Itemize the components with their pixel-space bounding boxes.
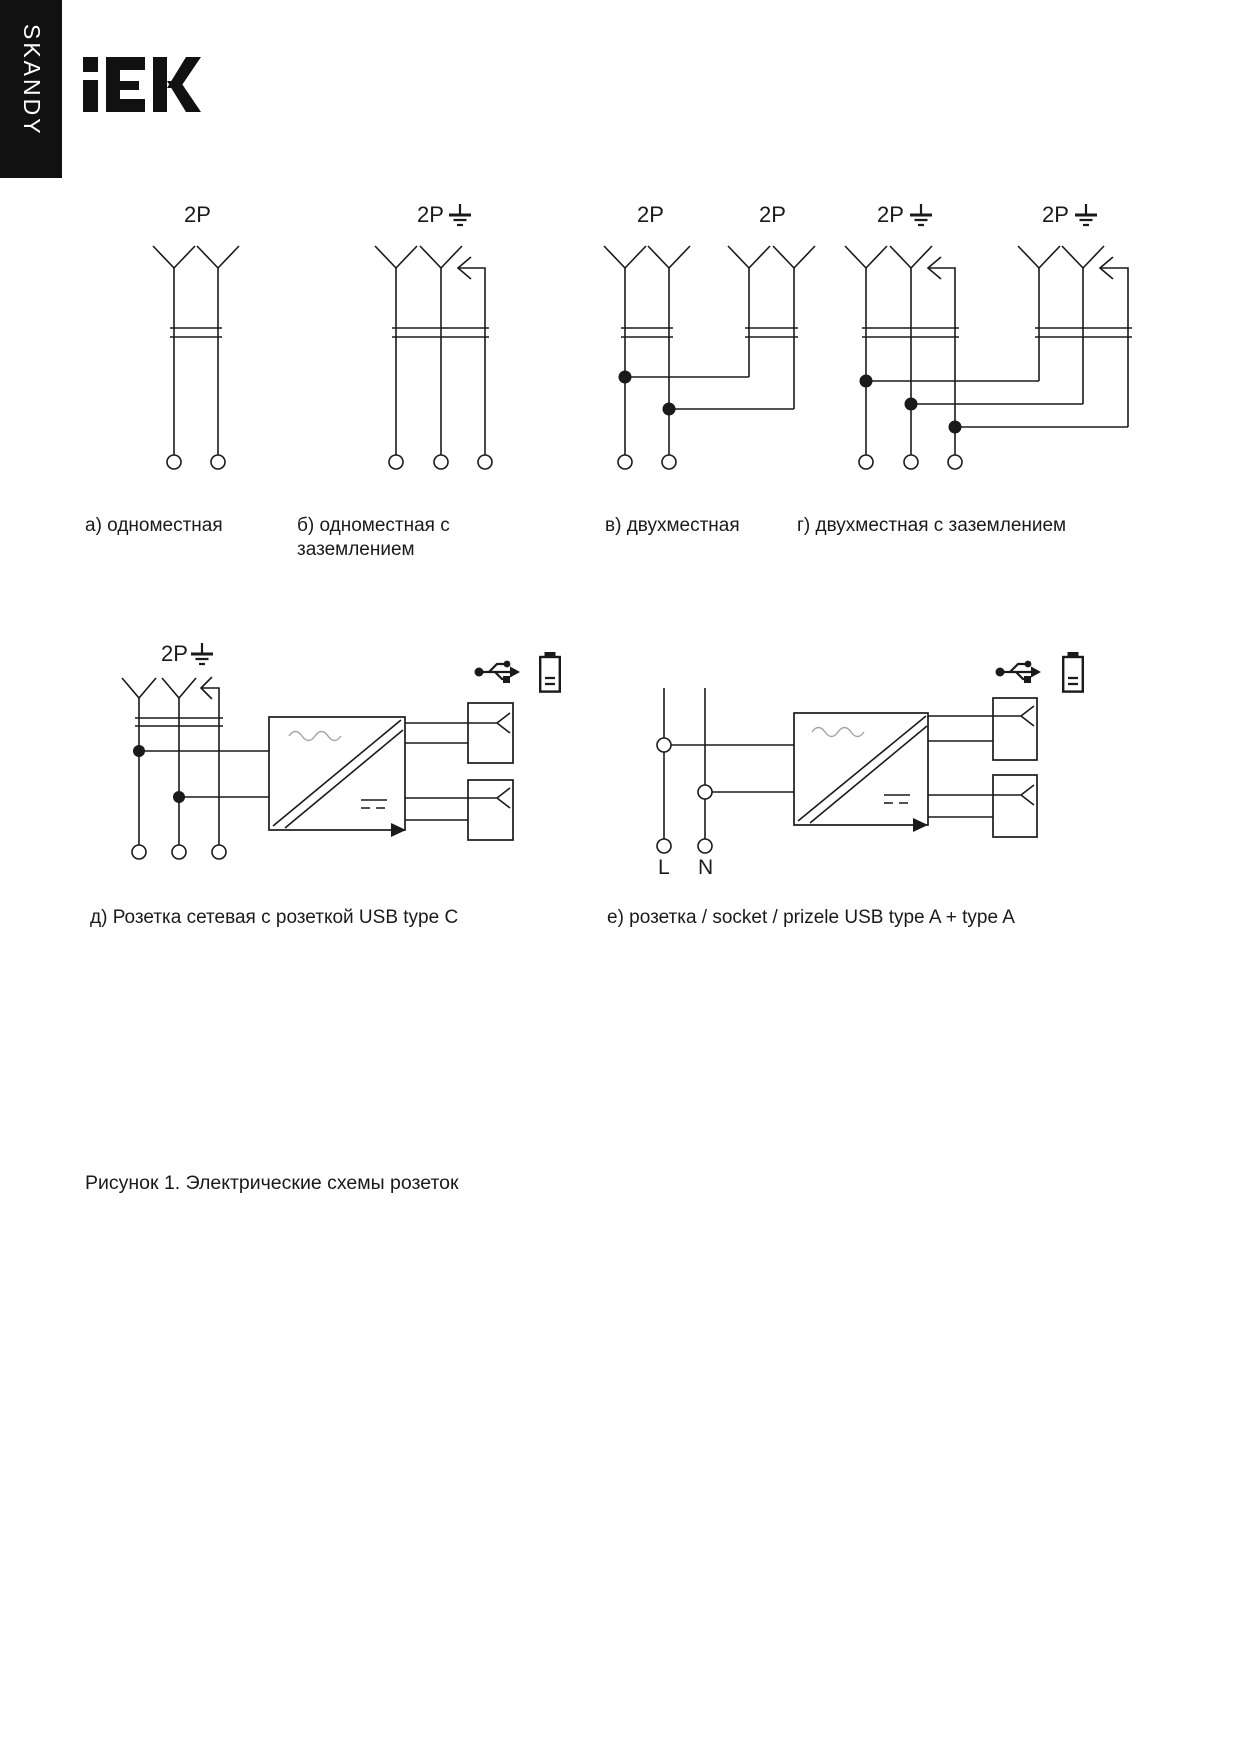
ground-icon	[190, 640, 214, 666]
pole-count-label: 2P	[184, 202, 211, 227]
battery-icon	[1063, 652, 1083, 692]
neutral-terminal-label: N	[698, 856, 714, 879]
pole-count-label: 2P	[759, 202, 786, 227]
usb-icon	[996, 661, 1042, 683]
ground-icon	[909, 201, 933, 227]
battery-icon	[540, 652, 560, 692]
brand-series-label: SKANDY	[19, 24, 45, 137]
usb-output-box	[993, 698, 1037, 760]
figure-caption: Рисунок 1. Электрические схемы розеток	[85, 1172, 459, 1194]
caption-b-line1: б) одноместная с	[297, 515, 450, 536]
schematic-b-single-earthed	[375, 246, 492, 469]
usb-icon	[475, 661, 521, 683]
schematic-a-single	[153, 246, 239, 469]
caption-g: г) двухместная с заземлением	[797, 515, 1067, 536]
caption-b-line2: заземлением	[297, 539, 415, 560]
schematic-v-double	[604, 246, 815, 469]
usb-output-box	[468, 780, 513, 840]
caption-e: е) розетка / socket / prizele USB type A + type A	[607, 907, 1015, 928]
schematic-d-usb-type-c	[122, 652, 560, 859]
schematic-g-double-earthed	[845, 246, 1132, 469]
ground-icon	[448, 201, 472, 227]
ground-icon	[1074, 201, 1098, 227]
pole-count-label: 2P	[637, 202, 664, 227]
pole-count-label: 2P	[417, 202, 444, 227]
caption-v: в) двухместная	[605, 515, 740, 536]
pole-count-label: 2P	[161, 641, 188, 666]
caption-a: а) одноместная	[85, 515, 223, 536]
caption-d: д) Розетка сетевая с розеткой USB type C	[90, 907, 459, 928]
usb-output-box	[468, 703, 513, 763]
schematic-e-usb-type-a	[657, 652, 1083, 853]
usb-output-box	[993, 775, 1037, 837]
pole-count-label: 2P	[1042, 202, 1069, 227]
pole-count-label: 2P	[877, 202, 904, 227]
line-terminal-label: L	[658, 856, 670, 879]
